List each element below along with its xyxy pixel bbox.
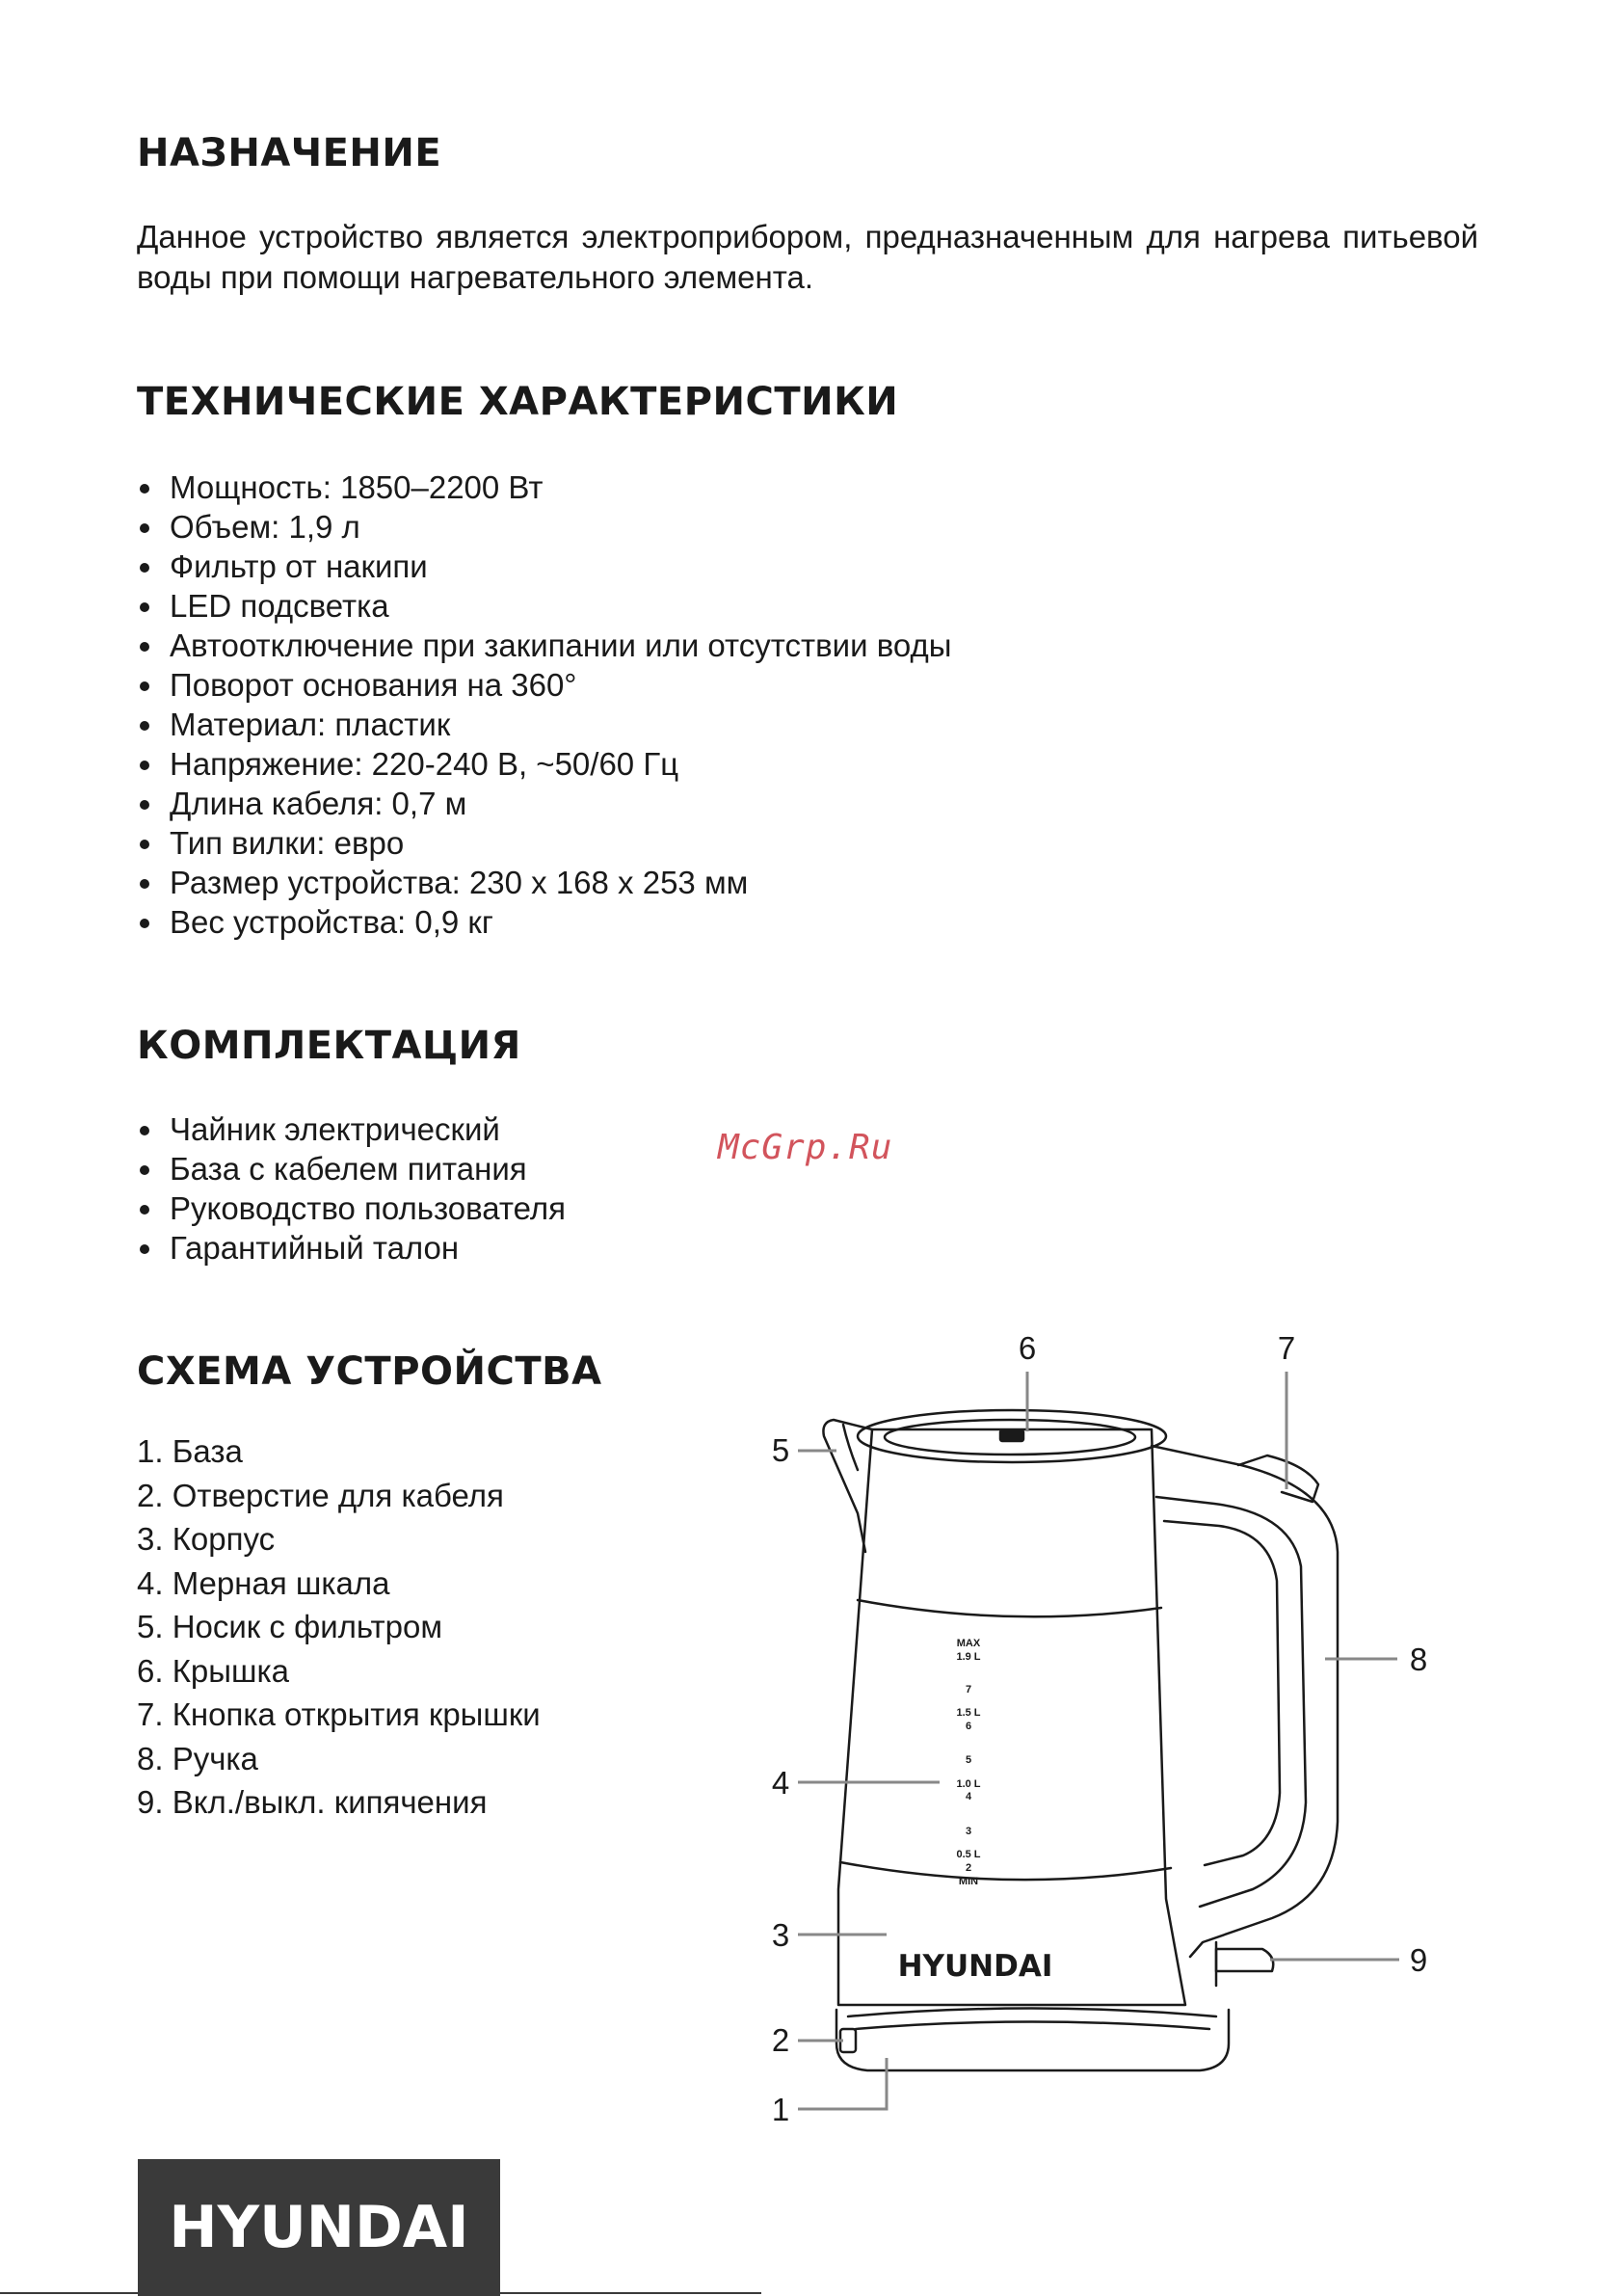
scale-label: 6	[965, 1721, 972, 1732]
list-item: Автоотключение при закипании или отсутствии воды	[137, 626, 951, 665]
callout-number: 1	[771, 2092, 790, 2127]
scale-label: 0.5 L	[956, 1849, 981, 1860]
list-item: 5. Носик с фильтром	[137, 1609, 443, 1644]
section-heading-specs: ТЕХНИЧЕСКИЕ ХАРАКТЕРИСТИКИ	[137, 380, 899, 424]
footer-brand-text: HYUNDAI	[169, 2194, 469, 2261]
list-item: Поворот основания на 360°	[137, 665, 951, 705]
list-item: 1. База	[137, 1433, 243, 1469]
list-item: 8. Ручка	[137, 1740, 258, 1776]
list-item: Объем: 1,9 л	[137, 507, 951, 547]
callout-number: 6	[1018, 1330, 1037, 1366]
list-item: Материал: пластик	[137, 705, 951, 744]
list-item: 3. Корпус	[137, 1521, 276, 1557]
scale-label: 4	[965, 1791, 972, 1802]
callout-number: 2	[771, 2022, 790, 2058]
list-item: Тип вилки: евро	[137, 823, 951, 863]
list-item: 2. Отверстие для кабеля	[137, 1477, 504, 1513]
scale-label: 5	[965, 1754, 972, 1766]
scale-label: 1.5 L	[956, 1707, 981, 1719]
callout-number: 5	[771, 1432, 790, 1468]
scale-label: 1.0 L	[956, 1778, 981, 1790]
list-item: LED подсветка	[137, 586, 951, 626]
purpose-paragraph: Данное устройство является электроприбором, предназначенным для нагрева питьевой воды при помощи нагревательного элемента.	[137, 219, 1478, 295]
power-switch	[1216, 1949, 1273, 1971]
list-item: Руководство пользователя	[137, 1188, 566, 1228]
list-item: 7. Кнопка открытия крышки	[137, 1696, 541, 1732]
leader-line	[798, 2058, 887, 2109]
list-item: Размер устройства: 230 х 168 х 253 мм	[137, 863, 951, 902]
list-item: Мощность: 1850–2200 Вт	[137, 467, 951, 507]
bottom-divider	[0, 2292, 761, 2294]
scale-label: 2	[965, 1862, 972, 1874]
list-item: Чайник электрический	[137, 1109, 566, 1149]
kettle-brand-text: HYUNDAI	[897, 1949, 1053, 1984]
measuring-scale	[956, 1638, 980, 1887]
list-item: 4. Мерная шкала	[137, 1564, 390, 1601]
list-item: Вес устройства: 0,9 кг	[137, 902, 951, 942]
section-heading-scheme: СХЕМА УСТРОЙСТВА	[137, 1349, 602, 1394]
list-item: Фильтр от накипи	[137, 547, 951, 586]
callout-number: 4	[771, 1765, 790, 1801]
list-item: 9. Вкл./выкл. кипячения	[137, 1784, 488, 1820]
scale-label: 3	[965, 1826, 972, 1837]
list-item: Длина кабеля: 0,7 м	[137, 784, 951, 823]
section-heading-package: КОМПЛЕКТАЦИЯ	[137, 1024, 521, 1068]
list-item: База с кабелем питания	[137, 1149, 566, 1188]
scale-label: MAX	[956, 1638, 981, 1649]
list-item: Гарантийный талон	[137, 1228, 566, 1268]
kettle-base	[836, 2010, 1229, 2070]
callout-number: 3	[771, 1917, 790, 1953]
callout-number: 9	[1409, 1942, 1428, 1978]
watermark: McGrp.Ru	[718, 1128, 893, 1167]
scale-label: MIN	[958, 1876, 979, 1887]
list-item: Напряжение: 220-240 В, ~50/60 Гц	[137, 744, 951, 784]
footer-brand-logo	[138, 2159, 500, 2296]
kettle-body	[838, 1429, 1185, 2005]
section-heading-purpose: НАЗНАЧЕНИЕ	[137, 131, 442, 175]
callout-number: 7	[1277, 1330, 1296, 1366]
scale-label: 7	[965, 1684, 972, 1695]
scale-label: 1.9 L	[956, 1651, 981, 1663]
callout-number: 8	[1409, 1642, 1428, 1677]
list-item: 6. Крышка	[137, 1652, 289, 1689]
